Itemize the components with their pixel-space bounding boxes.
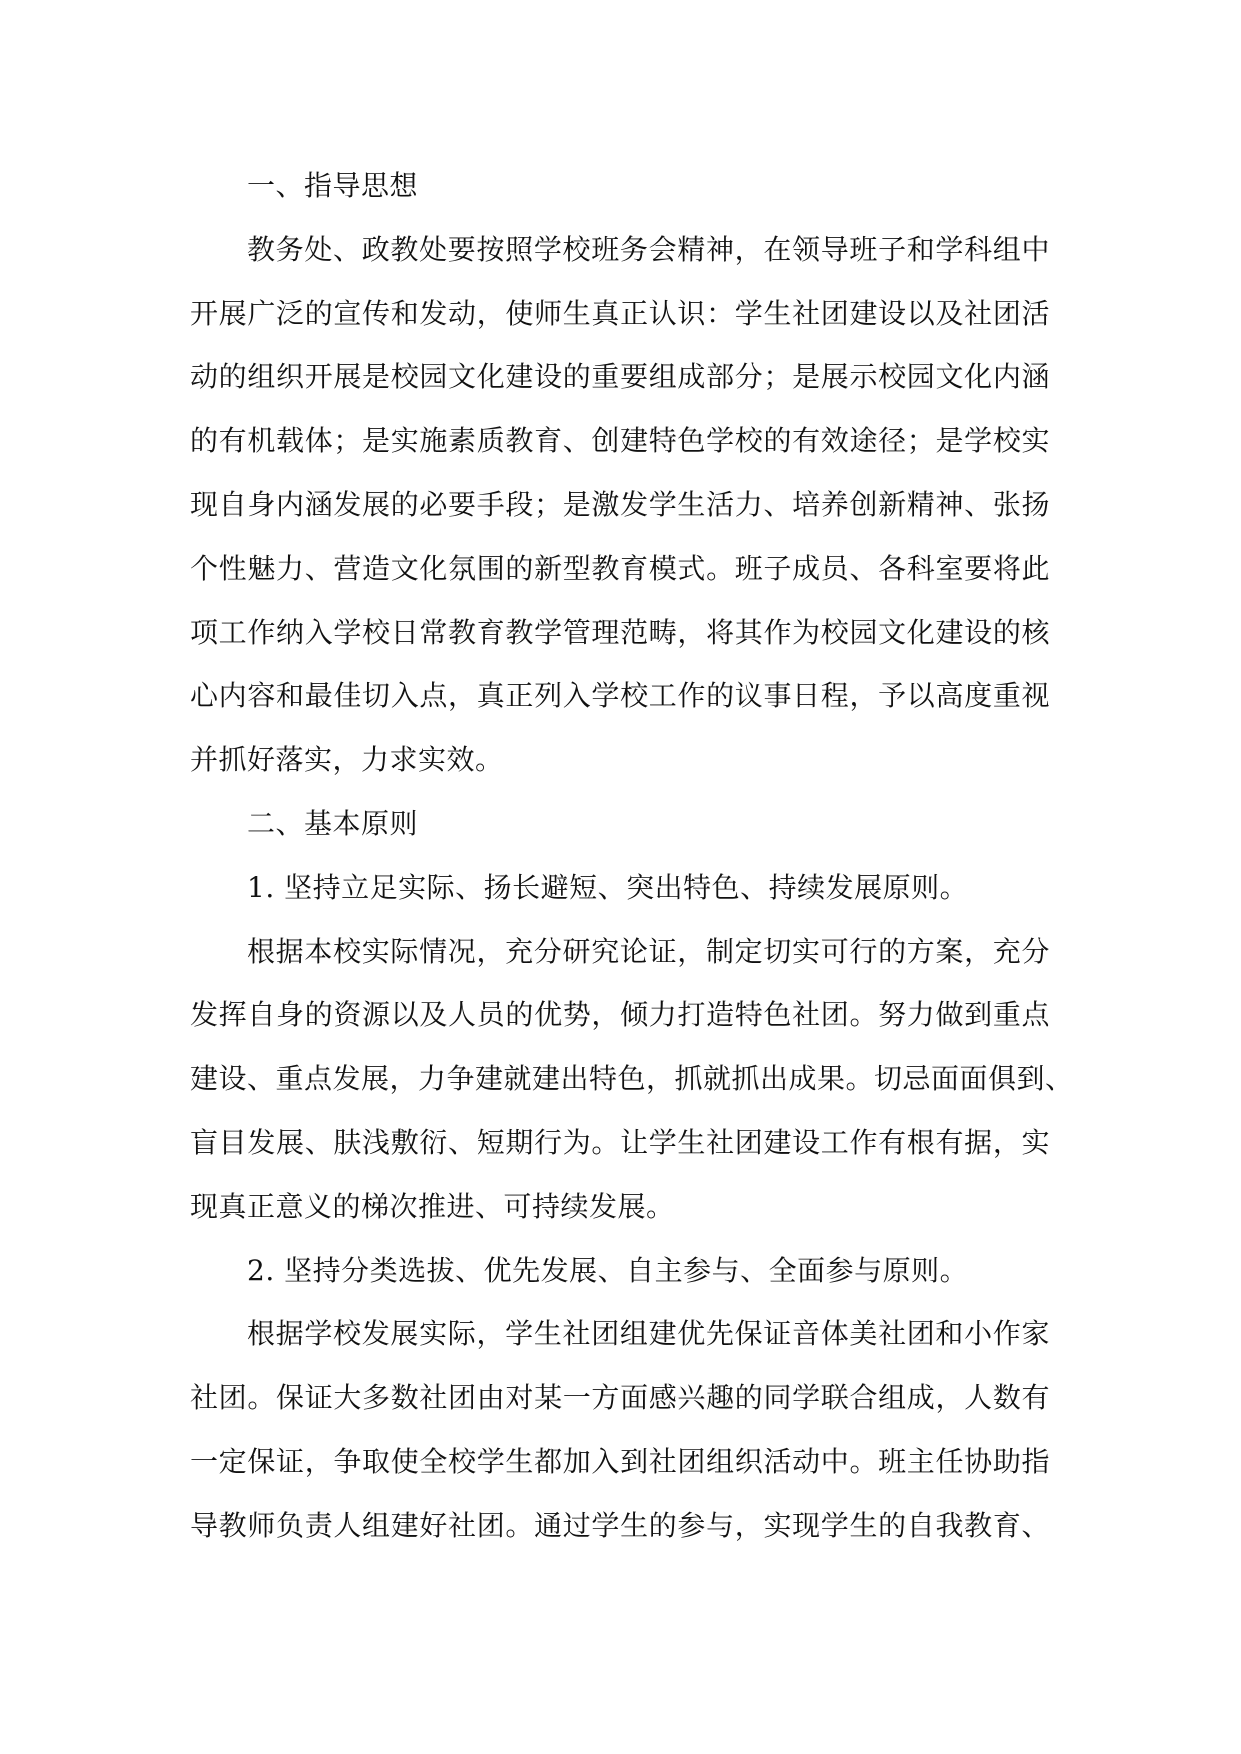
paragraph-line: 建设、重点发展，力争建就建出特色，抓就抓出成果。切忌面面俱到、 — [190, 1062, 1074, 1096]
section-heading-basic-principles: 二、基本原则 — [247, 806, 419, 840]
document-body — [190, 154, 1074, 1558]
paragraph-line: 项工作纳入学校日常教育教学管理范畴，将其作为校园文化建设的核 — [190, 615, 1050, 649]
section-heading-guiding-ideology: 一、指导思想 — [247, 169, 419, 202]
paragraph-line: 开展广泛的宣传和发动，使师生真正认识：学生社团建设以及社团活 — [190, 296, 1050, 330]
paragraph-line: 根据学校发展实际，学生社团组建优先保证音体美社团和小作家 — [247, 1317, 1050, 1351]
paragraph-line: 个性魅力、营造文化氛围的新型教育模式。班子成员、各科室要将此 — [190, 551, 1050, 585]
paragraph-line: 的有机载体；是实施素质教育、创建特色学校的有效途径；是学校实 — [190, 424, 1050, 458]
paragraph-line: 根据本校实际情况，充分研究论证，制定切实可行的方案，充分 — [247, 934, 1050, 968]
paragraph-line: 发挥自身的资源以及人员的优势，倾力打造特色社团。努力做到重点 — [190, 998, 1050, 1032]
paragraph-line: 心内容和最佳切入点，真正列入学校工作的议事日程，予以高度重视 — [190, 679, 1050, 713]
paragraph-line: 导教师负责人组建好社团。通过学生的参与，实现学生的自我教育、 — [190, 1508, 1050, 1542]
paragraph-line: 并抓好落实，力求实效。 — [190, 743, 504, 777]
paragraph-line: 一定保证，争取使全校学生都加入到社团组织活动中。班主任协助指 — [190, 1444, 1050, 1478]
paragraph-line: 动的组织开展是校园文化建设的重要组成部分；是展示校园文化内涵 — [190, 360, 1050, 394]
paragraph-line: 现真正意义的梯次推进、可持续发展。 — [190, 1189, 675, 1223]
paragraph-line: 现自身内涵发展的必要手段；是激发学生活力、培养创新精神、张扬 — [190, 487, 1050, 521]
paragraph-line: 盲目发展、肤浅敷衍、短期行为。让学生社团建设工作有根有据，实 — [190, 1125, 1050, 1159]
principle-heading-1: 1. 坚持立足实际、扬长避短、突出特色、持续发展原则。 — [247, 870, 969, 904]
paragraph-line: 教务处、政教处要按照学校班务会精神，在领导班子和学科组中 — [247, 232, 1050, 266]
paragraph-line: 社团。保证大多数社团由对某一方面感兴趣的同学联合组成，人数有 — [190, 1381, 1050, 1415]
principle-heading-2: 2. 坚持分类选拔、优先发展、自主参与、全面参与原则。 — [247, 1253, 969, 1287]
